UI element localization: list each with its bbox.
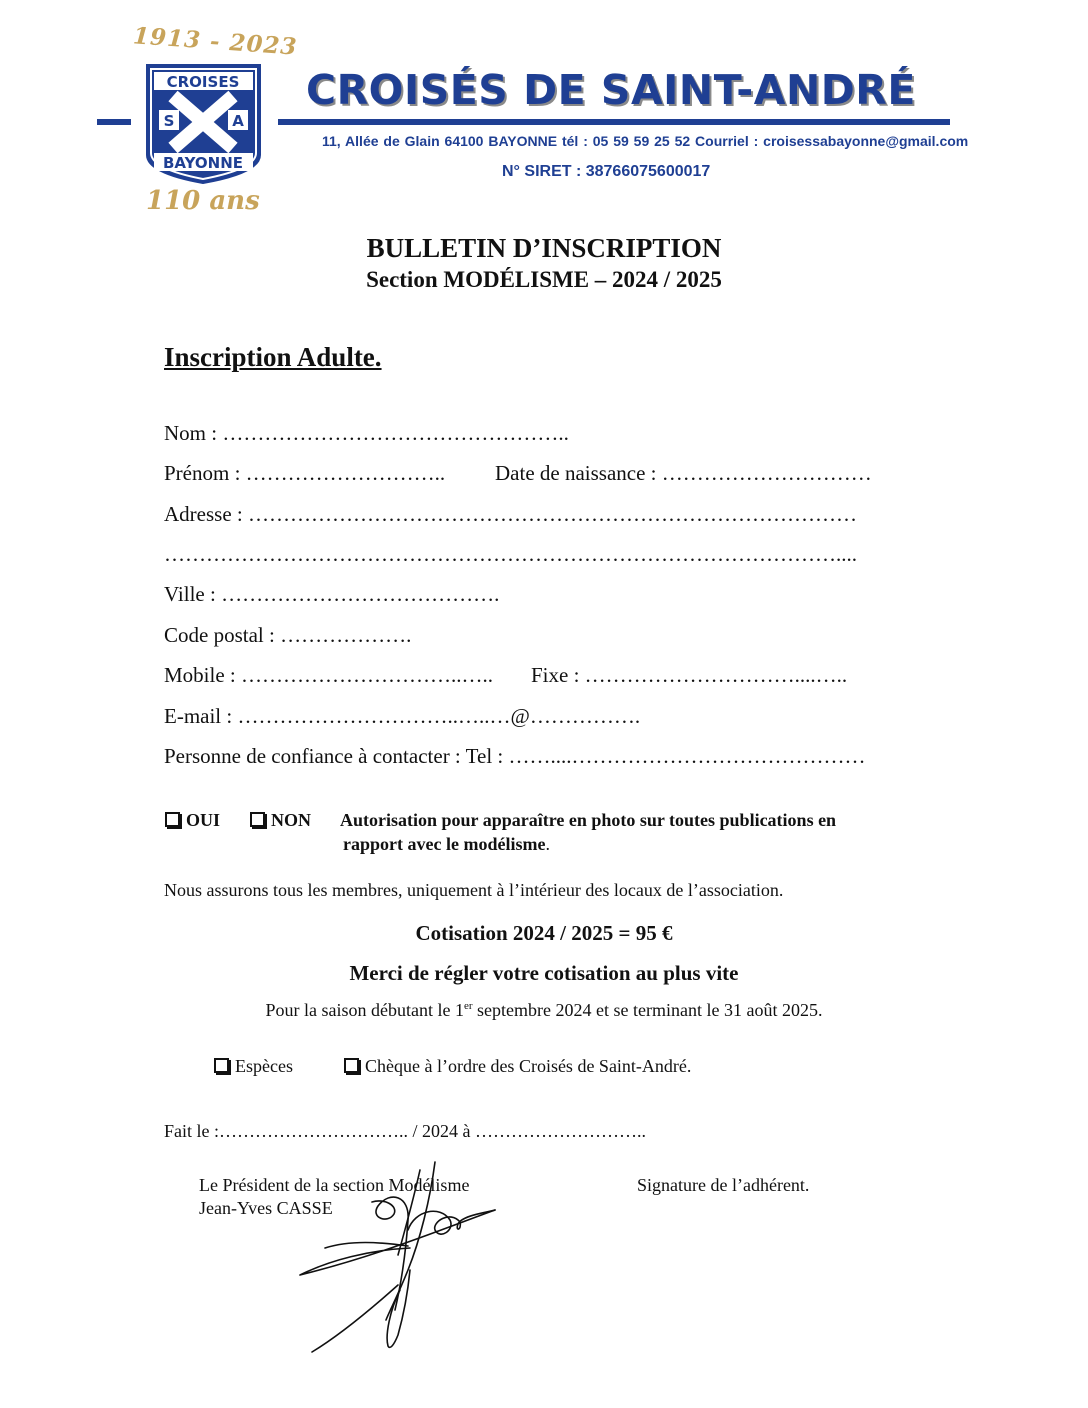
- photo-consent-text-2-end: .: [545, 834, 550, 854]
- field-fixe[interactable]: Fixe : …………………………....…..: [531, 663, 848, 687]
- field-adresse-2[interactable]: ……………………………………………………………………………………....: [164, 542, 857, 566]
- season-dates-end: septembre 2024 et se terminant le 31 août 2025.: [472, 1000, 823, 1020]
- season-dates-start: Pour la saison débutant le 1: [265, 1000, 464, 1020]
- logo-bottom-text: BAYONNE: [162, 154, 244, 172]
- club-siret: N° SIRET : 38766075600017: [502, 163, 711, 180]
- payment-cheque[interactable]: [344, 1054, 691, 1078]
- photo-consent-text-2: [343, 832, 550, 856]
- field-date-naissance[interactable]: Date de naissance : …………………………: [495, 461, 872, 485]
- checkbox-non-label: NON: [271, 810, 311, 830]
- club-name: CROISÉS DE SAINT-ANDRÉ: [306, 66, 916, 114]
- checkbox-non[interactable]: [250, 808, 311, 832]
- logo-left-letter: S: [163, 112, 175, 130]
- payment-cheque-label: Chèque à l’ordre des Croisés de Saint-André.: [365, 1056, 692, 1076]
- field-email[interactable]: E-mail : …………………………..…..…@…………….: [164, 704, 641, 728]
- season-dates-sup: er: [464, 1000, 473, 1012]
- checkbox-icon[interactable]: [344, 1058, 359, 1073]
- checkbox-icon[interactable]: [214, 1058, 229, 1073]
- field-contact-urgence[interactable]: Personne de confiance à contacter : Tel : ……....……………………………………: [164, 744, 866, 768]
- photo-consent-text-1: Autorisation pour apparaître en photo sur toutes publications en: [340, 810, 837, 830]
- payment-reminder: Merci de régler votre cotisation au plus vite: [349, 961, 739, 985]
- season-dates: [0, 1000, 1088, 1021]
- photo-consent-text-2-main: rapport avec le modélisme: [343, 834, 546, 854]
- section-heading: Inscription Adulte.: [164, 342, 382, 372]
- adherent-signature-label[interactable]: Signature de l’adhérent.: [637, 1175, 810, 1195]
- field-fait-le[interactable]: Fait le :………………………….. / 2024 à ………………………..: [164, 1121, 646, 1141]
- logo-top-text: CROISES: [166, 73, 240, 91]
- president-title: Le Président de la section Modélisme: [199, 1175, 470, 1195]
- document-subtitle: Section MODÉLISME – 2024 / 2025: [366, 267, 722, 292]
- field-nom[interactable]: Nom : …………………………………………..: [164, 421, 569, 445]
- club-logo: [145, 63, 262, 185]
- field-mobile[interactable]: Mobile : …………………………..…..: [164, 663, 493, 687]
- president-name: Jean-Yves CASSE: [199, 1198, 333, 1218]
- anniversary-label: 110 ans: [146, 186, 260, 216]
- field-adresse[interactable]: Adresse : ……………………………………………………………………………: [164, 502, 857, 526]
- checkbox-oui[interactable]: [165, 808, 220, 832]
- president-signature: [290, 1160, 505, 1355]
- cotisation-amount: Cotisation 2024 / 2025 = 95 €: [415, 921, 673, 945]
- checkbox-icon[interactable]: [250, 812, 265, 827]
- document-title: BULLETIN D’INSCRIPTION: [366, 233, 722, 263]
- field-prenom[interactable]: Prénom : ………………………..: [164, 461, 446, 485]
- insurance-note: Nous assurons tous les membres, uniquement à l’intérieur des locaux de l’association.: [164, 880, 784, 900]
- header-rule-left: [97, 119, 131, 125]
- club-contact: 11, Allée de Glain 64100 BAYONNE tél : 05 59 59 25 52 Courriel : croisessabayonne@gmail.com: [322, 133, 969, 149]
- payment-especes-label: Espèces: [235, 1056, 293, 1076]
- field-ville[interactable]: Ville : ………………………………….: [164, 582, 500, 606]
- logo-right-letter: A: [232, 112, 244, 130]
- payment-especes[interactable]: [214, 1054, 293, 1078]
- checkbox-icon[interactable]: [165, 812, 180, 827]
- field-code-postal[interactable]: Code postal : ……………….: [164, 623, 412, 647]
- checkbox-oui-label: OUI: [186, 810, 221, 830]
- anniversary-years: 1913 - 2023: [132, 22, 299, 61]
- header-rule-right: [278, 119, 950, 125]
